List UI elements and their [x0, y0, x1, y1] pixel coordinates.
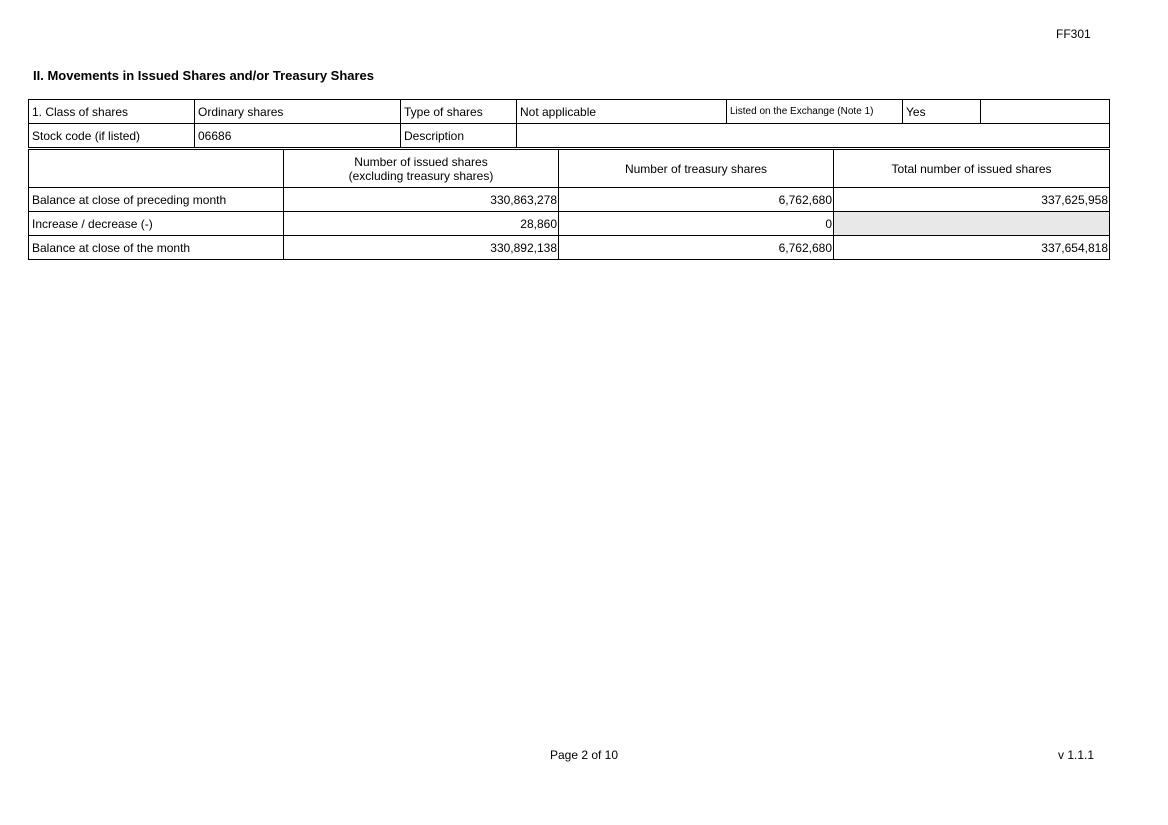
issued-shares-value: 330,892,138 [284, 236, 559, 260]
description-label: Description [401, 124, 517, 148]
total-shares-value [834, 212, 1110, 236]
stock-code-label: Stock code (if listed) [29, 124, 195, 148]
issued-shares-value: 28,860 [284, 212, 559, 236]
form-code: FF301 [1056, 27, 1091, 41]
table-row [29, 236, 1110, 260]
movements-table [28, 149, 1110, 260]
table-row [29, 212, 1110, 236]
issued-shares-header-title: Number of issued shares [354, 154, 488, 169]
treasury-shares-value: 6,762,680 [559, 188, 834, 212]
total-shares-header: Total number of issued shares [834, 150, 1110, 188]
treasury-shares-value: 0 [559, 212, 834, 236]
class-of-shares-value: Ordinary shares [195, 100, 401, 124]
row-label: Increase / decrease (-) [29, 212, 284, 236]
class-info-table [28, 99, 1110, 148]
movements-header-row [29, 150, 1110, 188]
listed-on-exchange-label: Listed on the Exchange (Note 1) [727, 100, 903, 124]
class-of-shares-label: 1. Class of shares [29, 100, 195, 124]
stock-code-value: 06686 [195, 124, 401, 148]
total-shares-value: 337,654,818 [834, 236, 1110, 260]
header-blank-cell [29, 150, 284, 188]
section-title: II. Movements in Issued Shares and/or Treasury Shares [33, 68, 375, 83]
type-of-shares-value: Not applicable [517, 100, 727, 124]
listed-extra-cell [981, 100, 1110, 124]
issued-shares-header [284, 150, 559, 188]
table-row [29, 188, 1110, 212]
row-label: Balance at close of preceding month [29, 188, 284, 212]
treasury-shares-header: Number of treasury shares [559, 150, 834, 188]
total-shares-value: 337,625,958 [834, 188, 1110, 212]
page-number: Page 2 of 10 [549, 748, 619, 762]
treasury-shares-value: 6,762,680 [559, 236, 834, 260]
listed-on-exchange-value: Yes [903, 100, 981, 124]
issued-shares-header-subtitle: (excluding treasury shares) [348, 168, 494, 183]
stock-code-row [29, 124, 1110, 148]
version-label: v 1.1.1 [1058, 748, 1095, 762]
type-of-shares-label: Type of shares [401, 100, 517, 124]
description-value [517, 124, 1110, 148]
issued-shares-value: 330,863,278 [284, 188, 559, 212]
row-label: Balance at close of the month [29, 236, 284, 260]
class-row [29, 100, 1110, 124]
